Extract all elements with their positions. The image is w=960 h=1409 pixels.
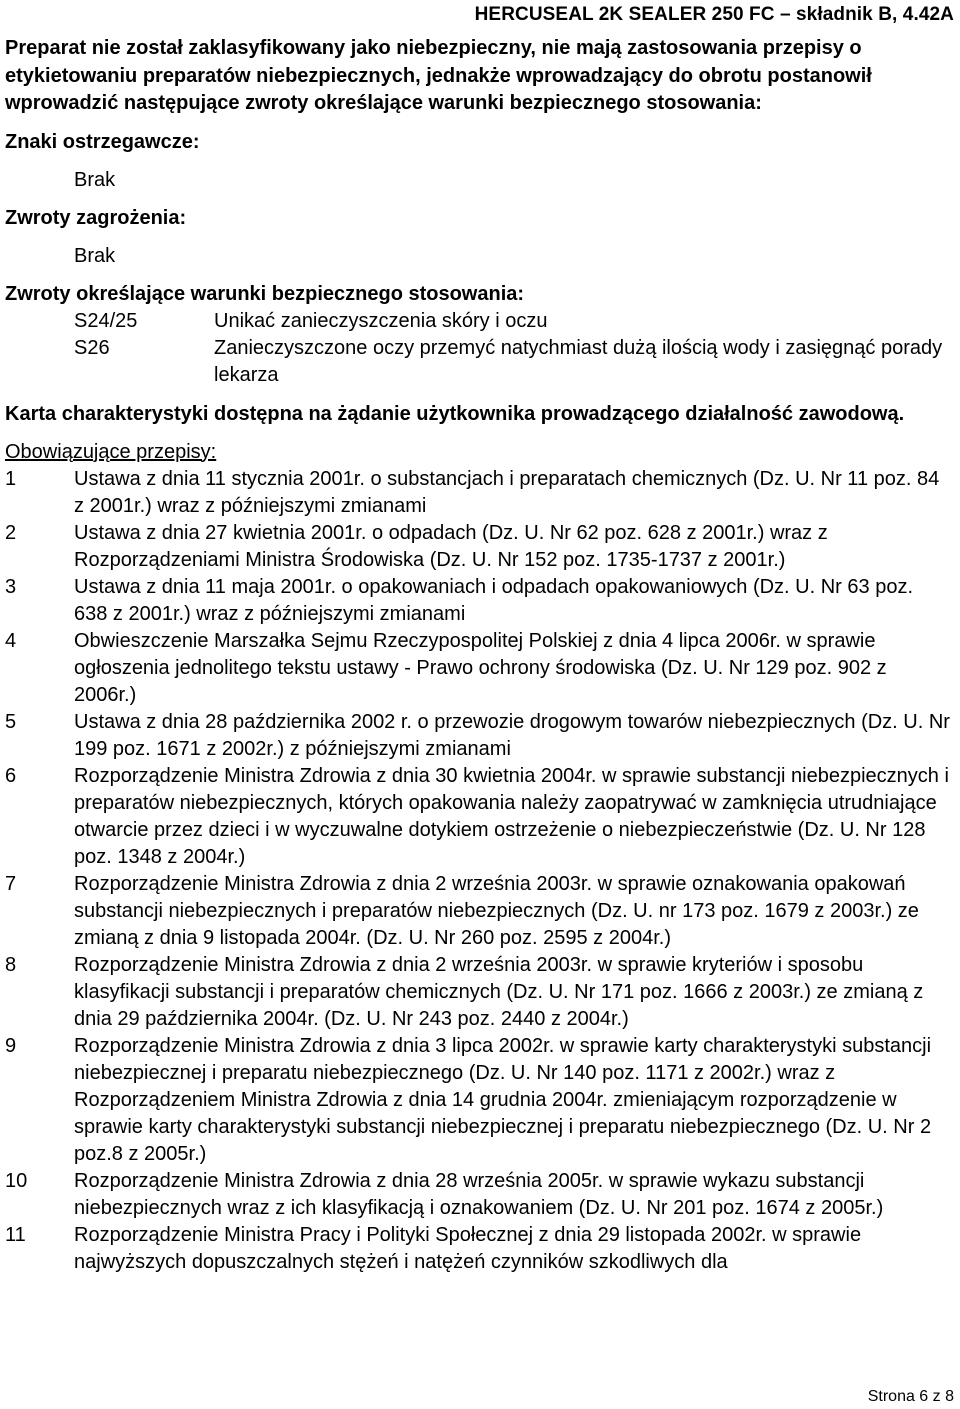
safety-phrase-row <box>5 335 950 389</box>
regulation-text: Rozporządzenie Ministra Zdrowia z dnia 2 września 2003r. w sprawie kryteriów i sposobu klasyfikacji substancji i preparatów chemicznych (Dz. U. Nr 171 poz. 1666 z 2003r.) ze zmianą z dnia 29 października 2004r. (Dz. U. Nr 243 poz. 2440 z 2004r.) <box>74 953 924 1030</box>
safety-phrases-list <box>5 308 950 389</box>
regulation-text: Obwieszczenie Marszałka Sejmu Rzeczypospolitej Polskiej z dnia 4 lipca 2006r. w sprawie ogłoszenia jednolitego tekstu ustawy - Prawo ochrony środowiska (Dz. U. Nr 129 poz. 902 z 2006r.) <box>74 629 887 706</box>
safety-phrase-code: S26 <box>74 336 110 359</box>
warning-signs-heading: Znaki ostrzegawcze: <box>5 130 200 153</box>
regulation-text: Rozporządzenie Ministra Pracy i Polityki Społecznej z dnia 29 listopada 2002r. w sprawie najwyższych dopuszczalnych stężeń i natężeń czynników szkodliwych dla <box>74 1223 862 1273</box>
spacer <box>5 270 950 281</box>
regulation-number: 7 <box>5 872 17 895</box>
regulation-item <box>5 709 950 763</box>
regulation-text: Ustawa z dnia 28 października 2002 r. o przewozie drogowym towarów niebezpiecznych (Dz. U. Nr 199 poz. 1671 z 2002r.) z późniejszymi zmianami <box>74 710 950 760</box>
regulation-item <box>5 1168 950 1222</box>
regulation-item <box>5 466 950 520</box>
regulation-item <box>5 1033 950 1168</box>
regulation-text: Ustawa z dnia 11 maja 2001r. o opakowaniach i odpadach opakowaniowych (Dz. U. Nr 63 poz. 638 z 2001r.) wraz z późniejszymi zmianami <box>74 575 913 625</box>
risk-phrases-value: Brak <box>74 244 116 267</box>
regulations-title: Obowiązujące przepisy: <box>5 440 217 463</box>
regulation-text: Ustawa z dnia 27 kwietnia 2001r. o odpadach (Dz. U. Nr 62 poz. 628 z 2001r.) wraz z Rozporządzeniami Ministra Środowiska (Dz. U. Nr 152 poz. 1735-1737 z 2001r.) <box>74 521 828 571</box>
regulation-number: 9 <box>5 1034 17 1057</box>
spacer <box>5 156 950 167</box>
regulation-number: 2 <box>5 521 17 544</box>
regulation-text: Rozporządzenie Ministra Zdrowia z dnia 28 września 2005r. w sprawie wykazu substancji niebezpiecznych wraz z ich klasyfikacją i oznakowaniem (Dz. U. Nr 201 poz. 1674 z 2005r.) <box>74 1169 884 1219</box>
page-number: Strona 6 z 8 <box>867 1388 954 1405</box>
spacer <box>5 428 950 439</box>
spacer <box>5 232 950 243</box>
regulation-number: 4 <box>5 629 17 652</box>
regulation-text: Rozporządzenie Ministra Zdrowia z dnia 30 kwietnia 2004r. w sprawie substancji niebezpiecznych i preparatów niebezpiecznych, których opakowania należy zaopatrywać w zamknięcia utrudniające otwarcie przez dzieci i w wyczuwalne dotykiem ostrzeżenie o niebezpieczeństwie (Dz. U. Nr 128 poz. 1348 z 2004r.) <box>74 764 949 868</box>
regulation-text: Rozporządzenie Ministra Zdrowia z dnia 2 września 2003r. w sprawie oznakowania opakowań substancji niebezpiecznych i preparatów niebezpiecznych (Dz. U. nr 173 poz. 1679 z 2003r.) ze zmianą z dnia 9 listopada 2004r. (Dz. U. Nr 260 poz. 2595 z 2004r.) <box>74 872 919 949</box>
regulation-number: 1 <box>5 467 17 490</box>
regulations-list <box>5 466 950 1276</box>
regulation-number: 5 <box>5 710 17 733</box>
safety-phrases-heading: Zwroty określające warunki bezpiecznego stosowania: <box>5 282 525 305</box>
regulation-item <box>5 628 950 709</box>
risk-phrases-heading: Zwroty zagrożenia: <box>5 206 187 229</box>
regulation-item <box>5 574 950 628</box>
regulation-text: Rozporządzenie Ministra Zdrowia z dnia 3 lipca 2002r. w sprawie karty charakterystyki substancji niebezpiecznej i preparatu niebezpiecznego (Dz. U. Nr 140 poz. 1171 z 2002r.) wraz z Rozporządzeniem Ministra Zdrowia z dnia 14 grudnia 2004r. zmieniającym rozporządzenie w sprawie karty charakterystyki substancji niebezpiecznej i preparatu niebezpiecznego (Dz. U. Nr 2 poz.8 z 2005r.) <box>74 1034 932 1165</box>
spacer <box>5 118 950 129</box>
regulation-item <box>5 520 950 574</box>
regulation-number: 11 <box>5 1223 26 1246</box>
document-header-title: HERCUSEAL 2K SEALER 250 FC – składnik B, 4.42A <box>474 4 954 25</box>
safety-phrase-text: Zanieczyszczone oczy przemyć natychmiast dużą ilością wody i zasięgnąć porady lekarza <box>214 336 943 386</box>
regulation-text: Ustawa z dnia 11 stycznia 2001r. o substancjach i preparatach chemicznych (Dz. U. Nr 11 poz. 84 z 2001r.) wraz z późniejszymi zmianami <box>74 467 940 517</box>
document-body <box>5 35 950 1276</box>
regulation-number: 8 <box>5 953 17 976</box>
warning-signs-value: Brak <box>74 168 116 191</box>
sds-availability-note: Karta charakterystyki dostępna na żądanie użytkownika prowadzącego działalność zawodową. <box>5 402 905 425</box>
safety-phrase-text: Unikać zanieczyszczenia skóry i oczu <box>214 309 548 332</box>
regulation-number: 10 <box>5 1169 28 1192</box>
regulation-item <box>5 871 950 952</box>
regulation-number: 6 <box>5 764 17 787</box>
regulation-item <box>5 952 950 1033</box>
safety-phrase-row <box>5 308 950 335</box>
intro-paragraph: Preparat nie został zaklasyfikowany jako niebezpieczny, nie mają zastosowania przepisy o etykietowaniu preparatów niebezpiecznych, jednakże wprowadzający do obrotu postanowił wprowadzić następujące zwroty określające warunki bezpiecznego stosowania: <box>5 37 872 114</box>
spacer <box>5 389 950 401</box>
regulation-number: 3 <box>5 575 17 598</box>
regulation-item <box>5 763 950 871</box>
safety-phrase-code: S24/25 <box>74 309 138 332</box>
regulation-item <box>5 1222 950 1276</box>
spacer <box>5 194 950 205</box>
